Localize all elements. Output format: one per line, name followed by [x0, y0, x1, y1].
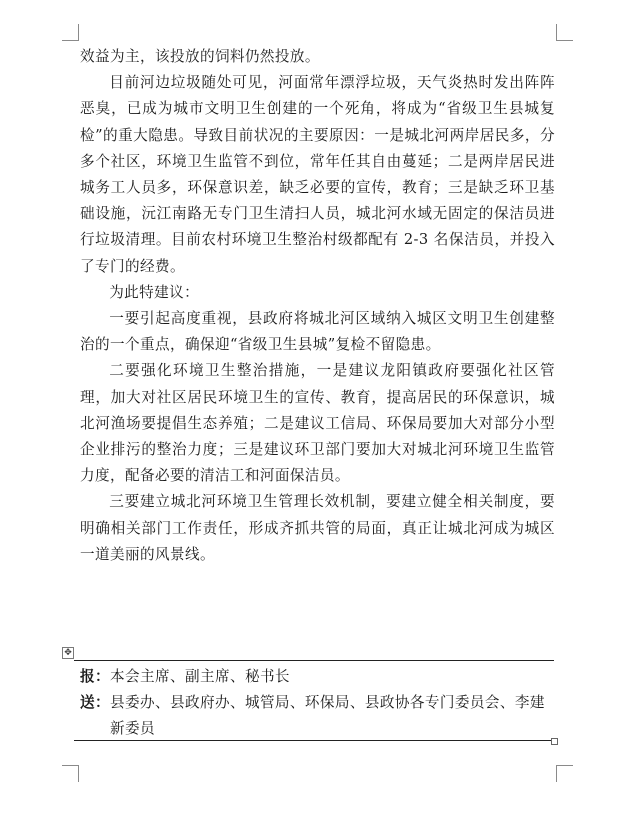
paragraph-suggestion-two: 二要强化环境卫生整治措施，一是建议龙阳镇政府要强化社区管理，加大对社区居民环境卫生的宣传、教育，提高居民的环保意识，城北河渔场要提倡生态养殖；二是建议工信局、环保局要加大对部分小型企业排污的整治力度；三是建议环卫部门要加大对城北河环境卫生监管力度，配备必要的清洁工和河面保洁员。	[80, 362, 555, 485]
crop-mark-bottom-right	[556, 765, 573, 782]
document-body[interactable]	[80, 44, 555, 568]
send-row	[80, 690, 550, 742]
paragraph-suggestion-one: 一要引起高度重视，县政府将城北河区域纳入城区文明卫生创建整治的一个重点，确保迎“省级卫生县城”复检不留隐患。	[80, 310, 555, 354]
table-resize-handle[interactable]	[551, 738, 558, 745]
report-label: 报：	[80, 668, 110, 685]
crop-mark-top-right	[556, 24, 573, 41]
paragraph-suggestion-three: 三要建立城北河环境卫生管理长效机制，要建立健全相关制度，要明确相关部门工作责任，形成齐抓共管的局面，真正让城北河成为城区一道美丽的风景线。	[80, 493, 555, 563]
crop-mark-bottom-left	[62, 765, 79, 782]
table-top-border	[74, 660, 554, 661]
report-recipients: 本会主席、副主席、秘书长	[110, 668, 290, 685]
distribution-table[interactable]	[80, 664, 550, 742]
table-bottom-border	[74, 740, 554, 741]
send-label: 送：	[80, 694, 110, 711]
report-row	[80, 664, 550, 690]
paragraph-suggestion-intro: 为此特建议：	[109, 283, 200, 301]
paragraph-continuation: 效益为主，该投放的饲料仍然投放。	[80, 48, 320, 65]
send-recipients: 县委办、县政府办、城管局、环保局、县政协各专门委员会、李建新委员	[110, 694, 545, 737]
move-icon[interactable]: ✥	[62, 647, 74, 659]
paragraph-current-situation: 目前河边垃圾随处可见，河面常年漂浮垃圾，天气炎热时发出阵阵恶臭，已成为城市文明卫生创建的一个死角，将成为“省级卫生县城复检”的重大隐患。导致目前状况的主要原因：一是城北河两岸居民多，分多个社区，环境卫生监管不到位，常年任其自由蔓延；二是两岸居民进城务工人员多，环保意识差，缺乏必要的宣传，教育；三是缺乏环卫基础设施，沅江南路无专门卫生清扫人员，城北河水域无固定的保洁员进行垃圾清理。目前农村环境卫生整治村级都配有 2-3 名保洁员，并投入了专门的经费。	[80, 74, 555, 275]
crop-mark-top-left	[62, 24, 79, 41]
